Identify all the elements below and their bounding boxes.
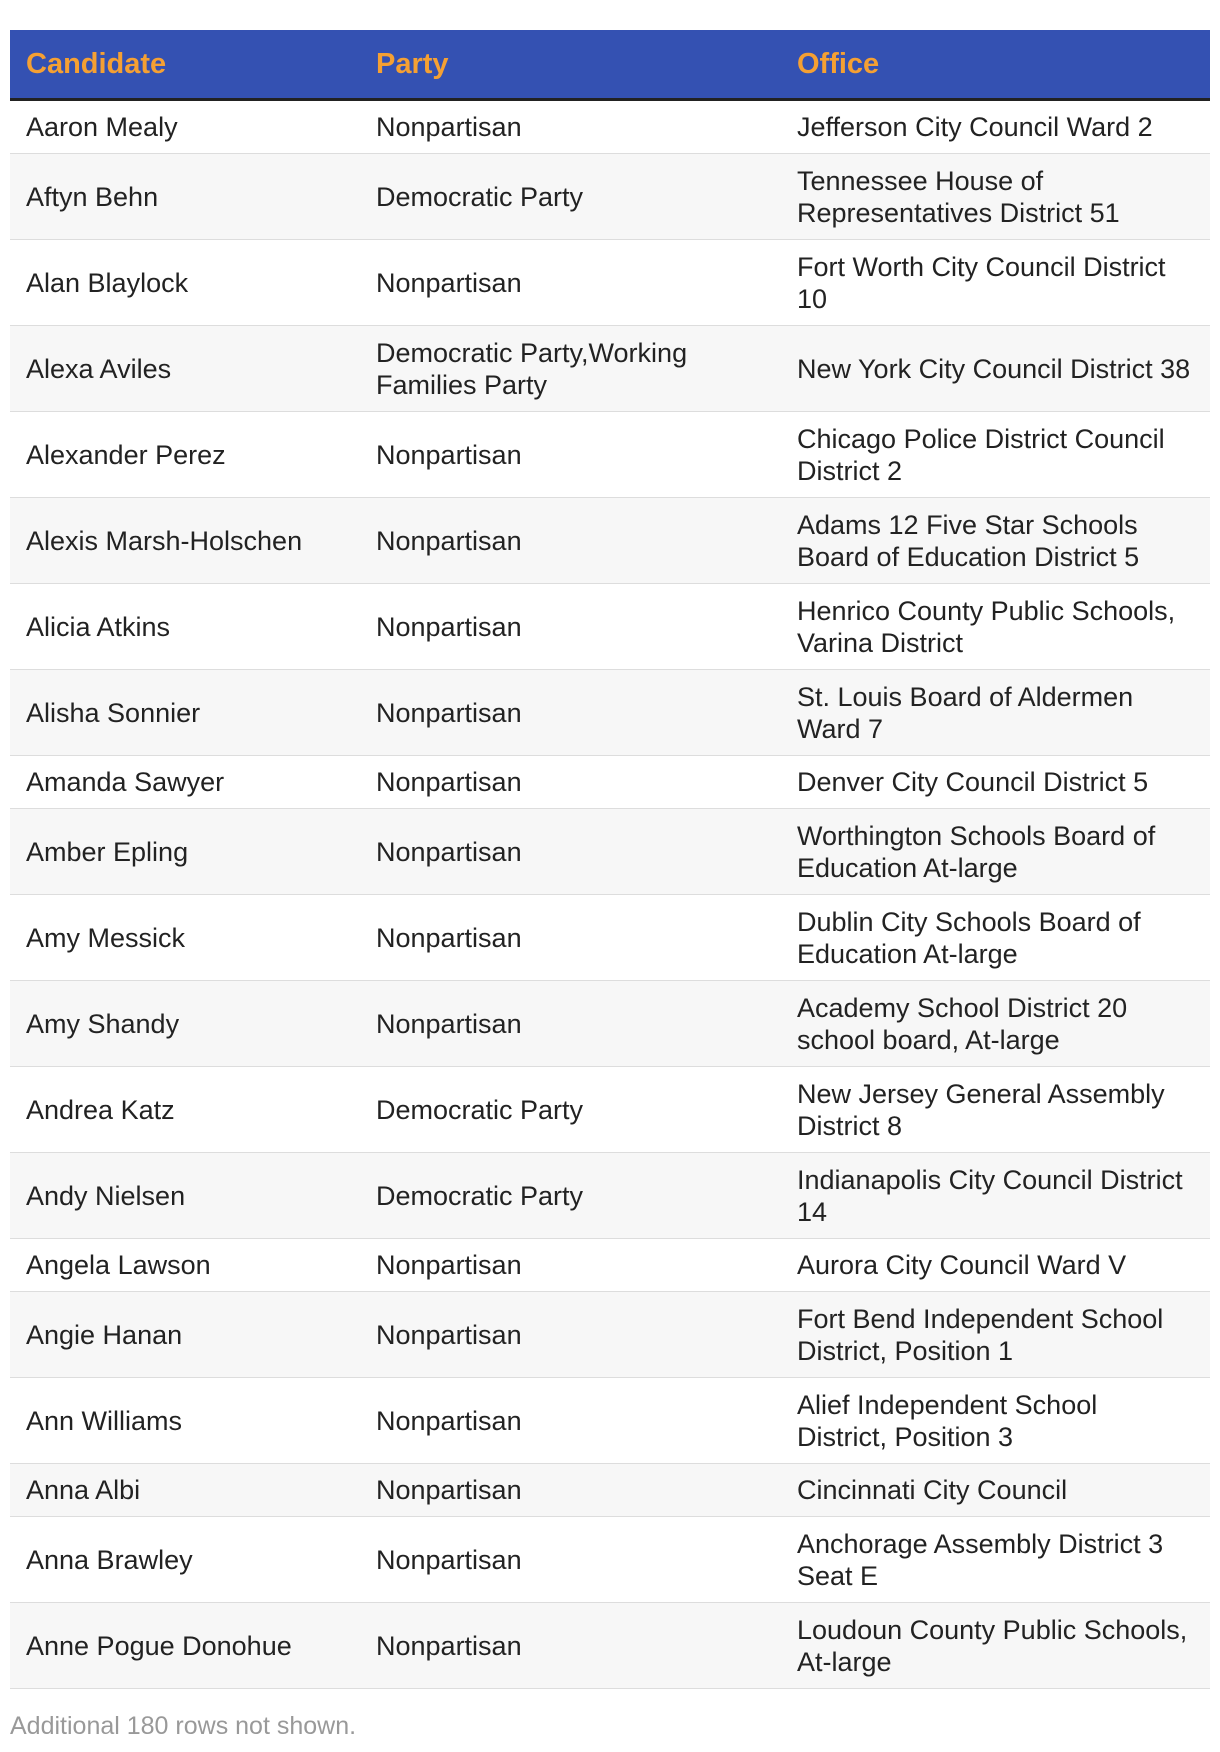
candidate-cell: Anna Brawley bbox=[10, 1517, 360, 1603]
office-cell: Indianapolis City Council District 14 bbox=[781, 1153, 1210, 1239]
party-cell: Nonpartisan bbox=[360, 1603, 781, 1689]
office-cell: Aurora City Council Ward V bbox=[781, 1239, 1210, 1292]
office-cell: Jefferson City Council Ward 2 bbox=[781, 100, 1210, 154]
party-cell: Nonpartisan bbox=[360, 1517, 781, 1603]
table-row bbox=[10, 100, 1210, 154]
office-cell: Fort Worth City Council District 10 bbox=[781, 240, 1210, 326]
candidate-cell: Amber Epling bbox=[10, 809, 360, 895]
table-row bbox=[10, 498, 1210, 584]
table-row bbox=[10, 412, 1210, 498]
candidate-cell: Alisha Sonnier bbox=[10, 670, 360, 756]
table-row bbox=[10, 1067, 1210, 1153]
party-cell: Nonpartisan bbox=[360, 1464, 781, 1517]
candidate-table-container bbox=[10, 30, 1210, 1689]
office-cell: Fort Bend Independent School District, Position 1 bbox=[781, 1292, 1210, 1378]
office-cell: New Jersey General Assembly District 8 bbox=[781, 1067, 1210, 1153]
party-cell: Nonpartisan bbox=[360, 1378, 781, 1464]
office-cell: Tennessee House of Representatives District 51 bbox=[781, 154, 1210, 240]
candidate-cell: Amanda Sawyer bbox=[10, 756, 360, 809]
party-cell: Nonpartisan bbox=[360, 756, 781, 809]
table-row bbox=[10, 1464, 1210, 1517]
rows-not-shown-note: Additional 180 rows not shown. bbox=[10, 1712, 357, 1740]
table-row bbox=[10, 584, 1210, 670]
table-row bbox=[10, 809, 1210, 895]
office-cell: Chicago Police District Council District 2 bbox=[781, 412, 1210, 498]
table-row bbox=[10, 1603, 1210, 1689]
office-cell: New York City Council District 38 bbox=[781, 326, 1210, 412]
table-row bbox=[10, 240, 1210, 326]
office-cell: St. Louis Board of Aldermen Ward 7 bbox=[781, 670, 1210, 756]
table-row bbox=[10, 1153, 1210, 1239]
candidate-cell: Andy Nielsen bbox=[10, 1153, 360, 1239]
candidate-table bbox=[10, 30, 1210, 1689]
party-cell: Nonpartisan bbox=[360, 981, 781, 1067]
column-header-candidate[interactable]: Candidate bbox=[10, 30, 360, 100]
office-cell: Alief Independent School District, Position 3 bbox=[781, 1378, 1210, 1464]
candidate-cell: Ann Williams bbox=[10, 1378, 360, 1464]
office-cell: Denver City Council District 5 bbox=[781, 756, 1210, 809]
table-row bbox=[10, 1378, 1210, 1464]
table-row bbox=[10, 1239, 1210, 1292]
candidate-cell: Alan Blaylock bbox=[10, 240, 360, 326]
table-row bbox=[10, 756, 1210, 809]
table-header-row bbox=[10, 30, 1210, 100]
party-cell: Nonpartisan bbox=[360, 412, 781, 498]
column-header-party[interactable]: Party bbox=[360, 30, 781, 100]
candidate-cell: Alexis Marsh-Holschen bbox=[10, 498, 360, 584]
table-row bbox=[10, 1292, 1210, 1378]
office-cell: Cincinnati City Council bbox=[781, 1464, 1210, 1517]
party-cell: Nonpartisan bbox=[360, 895, 781, 981]
party-cell: Nonpartisan bbox=[360, 240, 781, 326]
table-row bbox=[10, 670, 1210, 756]
office-cell: Dublin City Schools Board of Education At-large bbox=[781, 895, 1210, 981]
candidate-cell: Amy Messick bbox=[10, 895, 360, 981]
party-cell: Nonpartisan bbox=[360, 498, 781, 584]
candidate-cell: Alexander Perez bbox=[10, 412, 360, 498]
candidate-cell: Alicia Atkins bbox=[10, 584, 360, 670]
candidate-cell: Angela Lawson bbox=[10, 1239, 360, 1292]
office-cell: Henrico County Public Schools, Varina District bbox=[781, 584, 1210, 670]
candidate-cell: Anna Albi bbox=[10, 1464, 360, 1517]
party-cell: Democratic Party bbox=[360, 1067, 781, 1153]
office-cell: Anchorage Assembly District 3 Seat E bbox=[781, 1517, 1210, 1603]
table-row bbox=[10, 326, 1210, 412]
candidate-cell: Amy Shandy bbox=[10, 981, 360, 1067]
candidate-cell: Alexa Aviles bbox=[10, 326, 360, 412]
party-cell: Nonpartisan bbox=[360, 1292, 781, 1378]
column-header-office[interactable]: Office bbox=[781, 30, 1210, 100]
office-cell: Adams 12 Five Star Schools Board of Education District 5 bbox=[781, 498, 1210, 584]
party-cell: Nonpartisan bbox=[360, 809, 781, 895]
party-cell: Democratic Party,Working Families Party bbox=[360, 326, 781, 412]
party-cell: Nonpartisan bbox=[360, 670, 781, 756]
office-cell: Academy School District 20 school board, At-large bbox=[781, 981, 1210, 1067]
party-cell: Nonpartisan bbox=[360, 584, 781, 670]
candidate-cell: Angie Hanan bbox=[10, 1292, 360, 1378]
candidate-cell: Andrea Katz bbox=[10, 1067, 360, 1153]
table-row bbox=[10, 981, 1210, 1067]
office-cell: Loudoun County Public Schools, At-large bbox=[781, 1603, 1210, 1689]
candidate-cell: Anne Pogue Donohue bbox=[10, 1603, 360, 1689]
candidate-cell: Aftyn Behn bbox=[10, 154, 360, 240]
party-cell: Nonpartisan bbox=[360, 1239, 781, 1292]
office-cell: Worthington Schools Board of Education At-large bbox=[781, 809, 1210, 895]
table-row bbox=[10, 895, 1210, 981]
table-row bbox=[10, 154, 1210, 240]
party-cell: Nonpartisan bbox=[360, 100, 781, 154]
candidate-cell: Aaron Mealy bbox=[10, 100, 360, 154]
party-cell: Democratic Party bbox=[360, 1153, 781, 1239]
party-cell: Democratic Party bbox=[360, 154, 781, 240]
table-row bbox=[10, 1517, 1210, 1603]
